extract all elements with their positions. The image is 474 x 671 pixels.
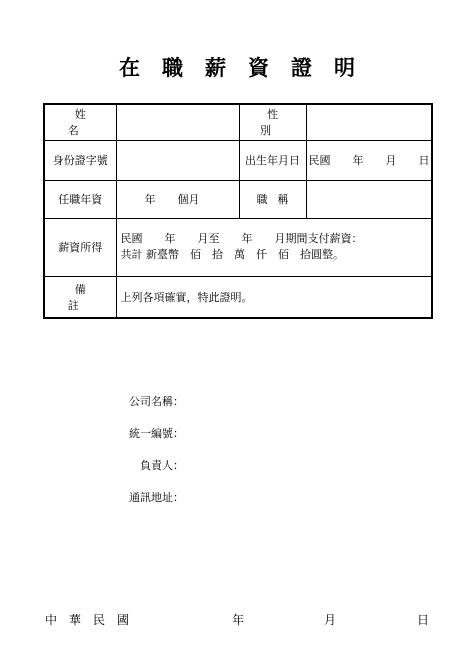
- id-number-field[interactable]: [116, 140, 239, 180]
- address-row: [120, 489, 184, 505]
- gender-label: 性別: [239, 104, 306, 140]
- salary-label: 薪資所得: [44, 218, 116, 276]
- row-remark: [44, 276, 432, 318]
- birth-date-label: 出生年月日: [239, 140, 306, 180]
- id-number-label: 身份證字號: [44, 140, 116, 180]
- position-field[interactable]: [306, 180, 432, 218]
- page-title: 在職薪資證明: [119, 55, 377, 80]
- tax-id-label: 統一編號：: [129, 427, 184, 440]
- remark-label: 備註: [44, 276, 116, 318]
- salary-certificate-table: [43, 103, 433, 319]
- company-name-row: [120, 393, 184, 409]
- tenure-field[interactable]: 年 個月: [116, 180, 239, 218]
- tax-id-row: [120, 425, 184, 441]
- position-label: 職稱: [239, 180, 306, 218]
- salary-field[interactable]: [116, 218, 432, 276]
- company-name-label: 公司名稱：: [129, 395, 184, 408]
- footer-era: 中 華 民 國: [45, 613, 130, 627]
- row-salary: [44, 218, 432, 276]
- remark-field[interactable]: 上列各項確實，特此證明。: [116, 276, 432, 318]
- owner-label: 負責人：: [140, 459, 184, 472]
- salary-amount-text: 共計 新臺幣 佰 拾 萬 仟 佰 拾圓整。: [120, 248, 344, 261]
- address-label: 通訊地址：: [129, 491, 184, 504]
- row-tenure-position: [44, 180, 432, 218]
- footer-year: 年: [232, 613, 245, 627]
- salary-period-text: 民國 年 月至 年 月期間支付薪資：: [120, 232, 363, 245]
- footer-month: 月: [324, 613, 337, 627]
- footer-day: 日: [417, 613, 430, 627]
- owner-row: [120, 457, 184, 473]
- birth-date-field[interactable]: 民國 年 月 日: [306, 140, 432, 180]
- name-label: 姓名: [44, 104, 116, 140]
- gender-field[interactable]: [306, 104, 432, 140]
- tenure-label: 任職年資: [44, 180, 116, 218]
- name-field[interactable]: [116, 104, 239, 140]
- row-name-gender: [44, 104, 432, 140]
- row-id-birth: [44, 140, 432, 180]
